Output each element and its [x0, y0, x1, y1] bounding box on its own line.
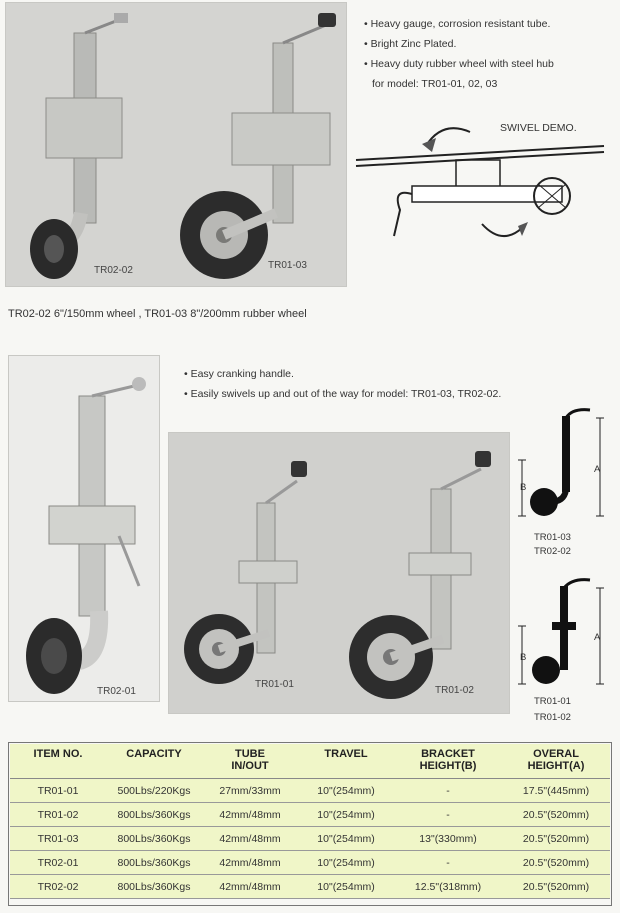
cell-bracket-height: -	[394, 779, 502, 803]
cell-tube: 42mm/48mm	[202, 803, 298, 827]
header-item-no: ITEM NO.	[10, 744, 106, 779]
dim-label-b: B	[520, 482, 527, 493]
cell-travel: 10"(254mm)	[298, 779, 394, 803]
cell-tube: 27mm/33mm	[202, 779, 298, 803]
swivel-demo-label: SWIVEL DEMO.	[500, 122, 577, 134]
middle-feature-list	[184, 364, 501, 404]
jockey-dimension-drawing-top	[516, 404, 616, 534]
cell-capacity: 800Lbs/360Kgs	[106, 875, 202, 899]
wheel-size-caption: TR02-02 6"/150mm wheel , TR01-03 8"/200mm rubber wheel	[8, 308, 307, 320]
cell-bracket-height: 12.5"(318mm)	[394, 875, 502, 899]
cell-travel: 10"(254mm)	[298, 803, 394, 827]
jockey-dimension-drawing-bottom	[516, 572, 616, 694]
spec-table	[10, 744, 610, 899]
photo-label-tr02-01: TR02-01	[97, 686, 136, 697]
swivel-demo-diagram	[352, 118, 612, 258]
bullet-item: • Heavy gauge, corrosion resistant tube.	[364, 18, 551, 30]
top-product-photo	[5, 2, 347, 287]
table-row	[10, 803, 610, 827]
jockey-wheels-illustration	[6, 3, 346, 286]
jockey-wheel-tr02-01-image	[9, 356, 159, 701]
bullet-item: • Heavy duty rubber wheel with steel hub	[364, 58, 554, 70]
header-overall-height: OVERAL HEIGHT(A)	[502, 744, 610, 779]
bullet-item: • Easy cranking handle.	[184, 368, 294, 380]
bullet-item: • Bright Zinc Plated.	[364, 38, 457, 50]
cell-capacity: 800Lbs/360Kgs	[106, 803, 202, 827]
table-header-row	[10, 744, 610, 779]
dimension-diagram-fixed	[516, 572, 616, 728]
photo-label-tr01-03: TR01-03	[268, 260, 307, 271]
cell-overall-height: 17.5"(445mm)	[502, 779, 610, 803]
cell-item-no: TR01-01	[10, 779, 106, 803]
dim-label-b: B	[520, 652, 527, 663]
cell-overall-height: 20.5"(520mm)	[502, 851, 610, 875]
cell-capacity: 800Lbs/360Kgs	[106, 851, 202, 875]
cell-tube: 42mm/48mm	[202, 851, 298, 875]
bullet-item: for model: TR01-01, 02, 03	[372, 78, 498, 90]
dim-label-a: A	[594, 632, 601, 643]
cell-capacity: 800Lbs/360Kgs	[106, 827, 202, 851]
cell-bracket-height: -	[394, 803, 502, 827]
table-row	[10, 779, 610, 803]
header-travel: TRAVEL	[298, 744, 394, 779]
cell-overall-height: 20.5"(520mm)	[502, 875, 610, 899]
cell-travel: 10"(254mm)	[298, 827, 394, 851]
swivel-arrows-drawing	[352, 118, 612, 258]
cell-overall-height: 20.5"(520mm)	[502, 827, 610, 851]
cell-item-no: TR02-02	[10, 875, 106, 899]
table-row	[10, 827, 610, 851]
cell-bracket-height: -	[394, 851, 502, 875]
cell-item-no: TR01-02	[10, 803, 106, 827]
table-row	[10, 875, 610, 899]
photo-label-tr01-01: TR01-01	[255, 679, 294, 690]
model-label: TR02-02	[534, 546, 571, 557]
photo-label-tr01-02: TR01-02	[435, 685, 474, 696]
cell-tube: 42mm/48mm	[202, 875, 298, 899]
model-label: TR01-02	[534, 712, 571, 723]
cell-bracket-height: 13"(330mm)	[394, 827, 502, 851]
bullet-item: • Easily swivels up and out of the way for model: TR01-03, TR02-02.	[184, 388, 502, 400]
photo-tr02-01	[8, 355, 160, 702]
header-tube: TUBE IN/OUT	[202, 744, 298, 779]
cell-travel: 10"(254mm)	[298, 851, 394, 875]
cell-overall-height: 20.5"(520mm)	[502, 803, 610, 827]
jockey-wheels-pair-image	[169, 433, 509, 713]
cell-tube: 42mm/48mm	[202, 827, 298, 851]
header-capacity: CAPACITY	[106, 744, 202, 779]
dimension-diagram-swivel	[516, 404, 616, 564]
photo-label-tr02-02: TR02-02	[94, 265, 133, 276]
table-row	[10, 851, 610, 875]
top-feature-list	[364, 14, 554, 94]
photo-tr01-01-tr01-02	[168, 432, 510, 714]
dim-label-a: A	[594, 464, 601, 475]
header-bracket-height: BRACKET HEIGHT(B)	[394, 744, 502, 779]
cell-item-no: TR02-01	[10, 851, 106, 875]
cell-item-no: TR01-03	[10, 827, 106, 851]
model-label: TR01-03	[534, 532, 571, 543]
cell-capacity: 500Lbs/220Kgs	[106, 779, 202, 803]
cell-travel: 10"(254mm)	[298, 875, 394, 899]
model-label: TR01-01	[534, 696, 571, 707]
